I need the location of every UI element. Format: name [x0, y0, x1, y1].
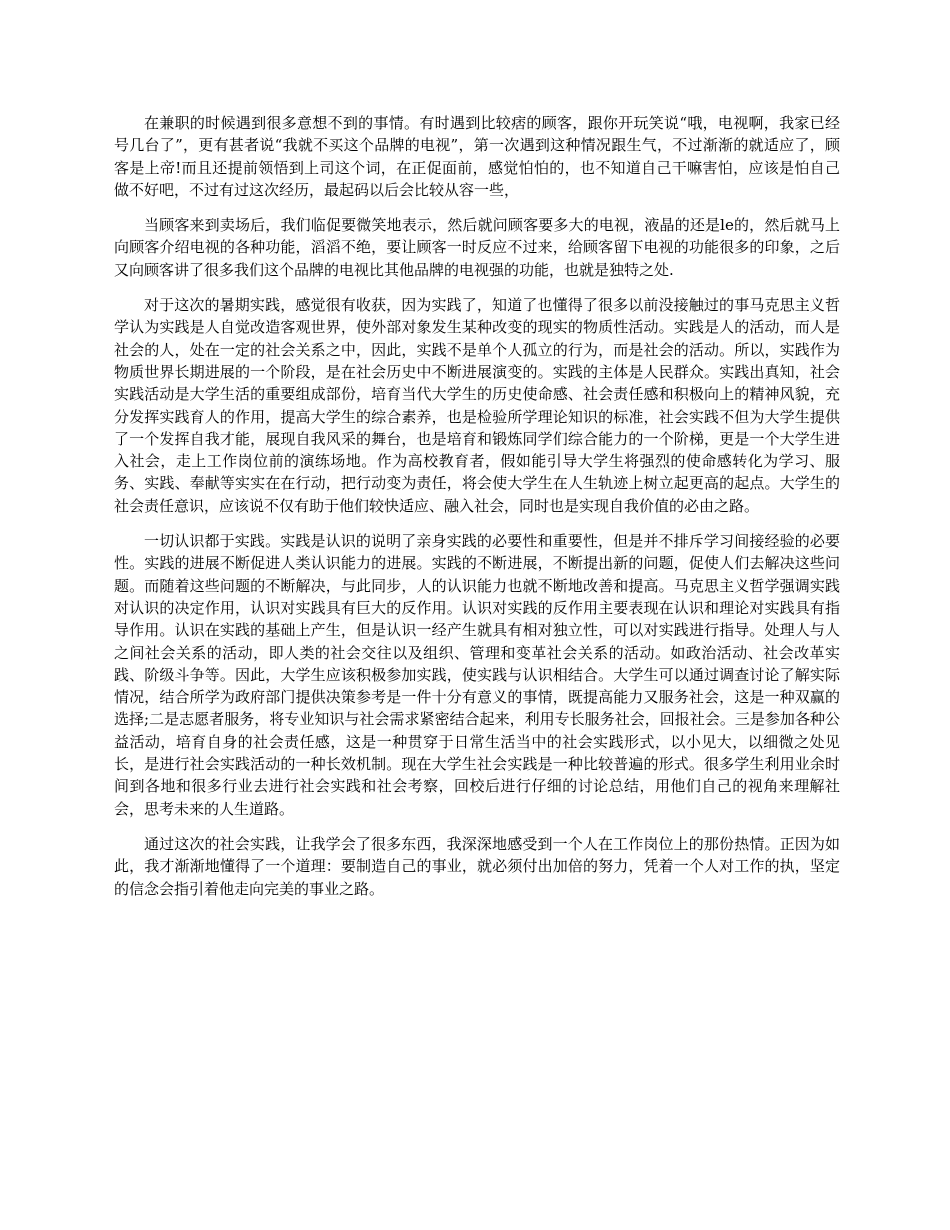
paragraph-summer-practice: 对于这次的暑期实践，感觉很有收获，因为实践了，知道了也懂得了很多以前没接触过的事马克思主义哲学认为实践是人自觉改造客观世界，使外部对象发生某种改变的现实的物质性活动。实践是人的活动，而人是社会的人，处在一定的社会关系之中，因此，实践不是单个人孤立的行为，而是社会的活动。所以，实践作为物质世界长期进展的一个阶段，是在社会历史中不断进展演变的。实践的主体是人民群众。实践出真知，社会实践活动是大学生活的重要组成部份，培育当代大学生的历史使命感、社会责任感和积极向上的精神风貌，充分发挥实践育人的作用，提高大学生的综合素养，也是检验所学理论知识的标准，社会实践不但为大学生提供了一个发挥自我才能，展现自我风采的舞台，也是培育和锻炼同学们综合能力的一个阶梯，更是一个大学生进入社会，走上工作岗位前的演练场地。作为高校教育者，假如能引导大学生将强烈的使命感转化为学习、服务、实践、奉献等实实在在行动，把行动变为责任，将会使大学生在人生轨迹上树立起更高的起点。大学生的社会责任意识，应该说不仅有助于他们较快适应、融入社会，同时也是实现自我价值的必由之路。 [114, 296, 840, 515]
document-body [114, 112, 840, 913]
paragraph-part-time-experience: 在兼职的时候遇到很多意想不到的事情。有时遇到比较痞的顾客，跟你开玩笑说“哦，电视啊，我家已经号几台了”，更有甚者说“我就不买这个品牌的电视”，第一次遇到这种情况跟生气，不过渐渐的就适应了，顾客是上帝!而且还提前领悟到上司这个词，在正促面前，感觉怕怕的，也不知道自己干嘛害怕，应该是怕自己做不好吧，不过有过这次经历，最起码以后会比较从容一些， [114, 114, 840, 199]
paragraph-conclusion: 通过这次的社会实践，让我学会了很多东西，我深深地感受到一个人在工作岗位上的那份热情。正因为如此，我才渐渐地懂得了一个道理：要制造自己的事业，就必须付出加倍的努力，凭着一个人对工作的执，坚定的信念会指引着他走向完美的事业之路。 [114, 834, 840, 898]
paragraph-customer-service: 当顾客来到卖场后，我们临促要微笑地表示，然后就问顾客要多大的电视，液晶的还是le的，然后就马上向顾客介绍电视的各种功能，滔滔不绝，要让顾客一时反应不过来，给顾客留下电视的功能很多的印象，之后又向顾客讲了很多我们这个品牌的电视比其他品牌的电视强的功能，也就是独特之处. [114, 216, 840, 279]
paragraph-knowledge-from-practice: 一切认识都于实践。实践是认识的说明了亲身实践的必要性和重要性，但是并不排斥学习间接经验的必要性。实践的进展不断促进人类认识能力的进展。实践的不断进展，不断提出新的问题，促使人们去解决这些问题。而随着这些问题的不断解决，与此同步，人的认识能力也就不断地改善和提高。马克思主义哲学强调实践对认识的决定作用，认识对实践具有巨大的反作用。认识对实践的反作用主要表现在认识和理论对实践具有指导作用。认识在实践的基础上产生，但是认识一经产生就具有相对独立性，可以对实践进行指导。处理人与人之间社会关系的活动，即人类的社会交往以及组织、管理和变革社会关系的活动。如政治活动、社会改革实践、阶级斗争等。因此，大学生应该积极参加实践，使实践与认识相结合。大学生可以通过调查讨论了解实际情况，结合所学为政府部门提供决策参考是一件十分有意义的事情，既提高能力又服务社会，这是一种双赢的选择;二是志愿者服务，将专业知识与社会需求紧密结合起来，利用专长服务社会，回报社会。三是参加各种公益活动，培育自身的社会责任感，这是一种贯穿于日常生活当中的社会实践形式，以小见大，以细微之处见长，是进行社会实践活动的一种长效机制。现在大学生社会实践是一种比较普遍的形式。很多学生利用业余时间到各地和很多行业去进行社会实践和社会考察，回校后进行仔细的讨论总结，用他们自己的视角来理解社会，思考未来的人生道路。 [114, 532, 840, 818]
